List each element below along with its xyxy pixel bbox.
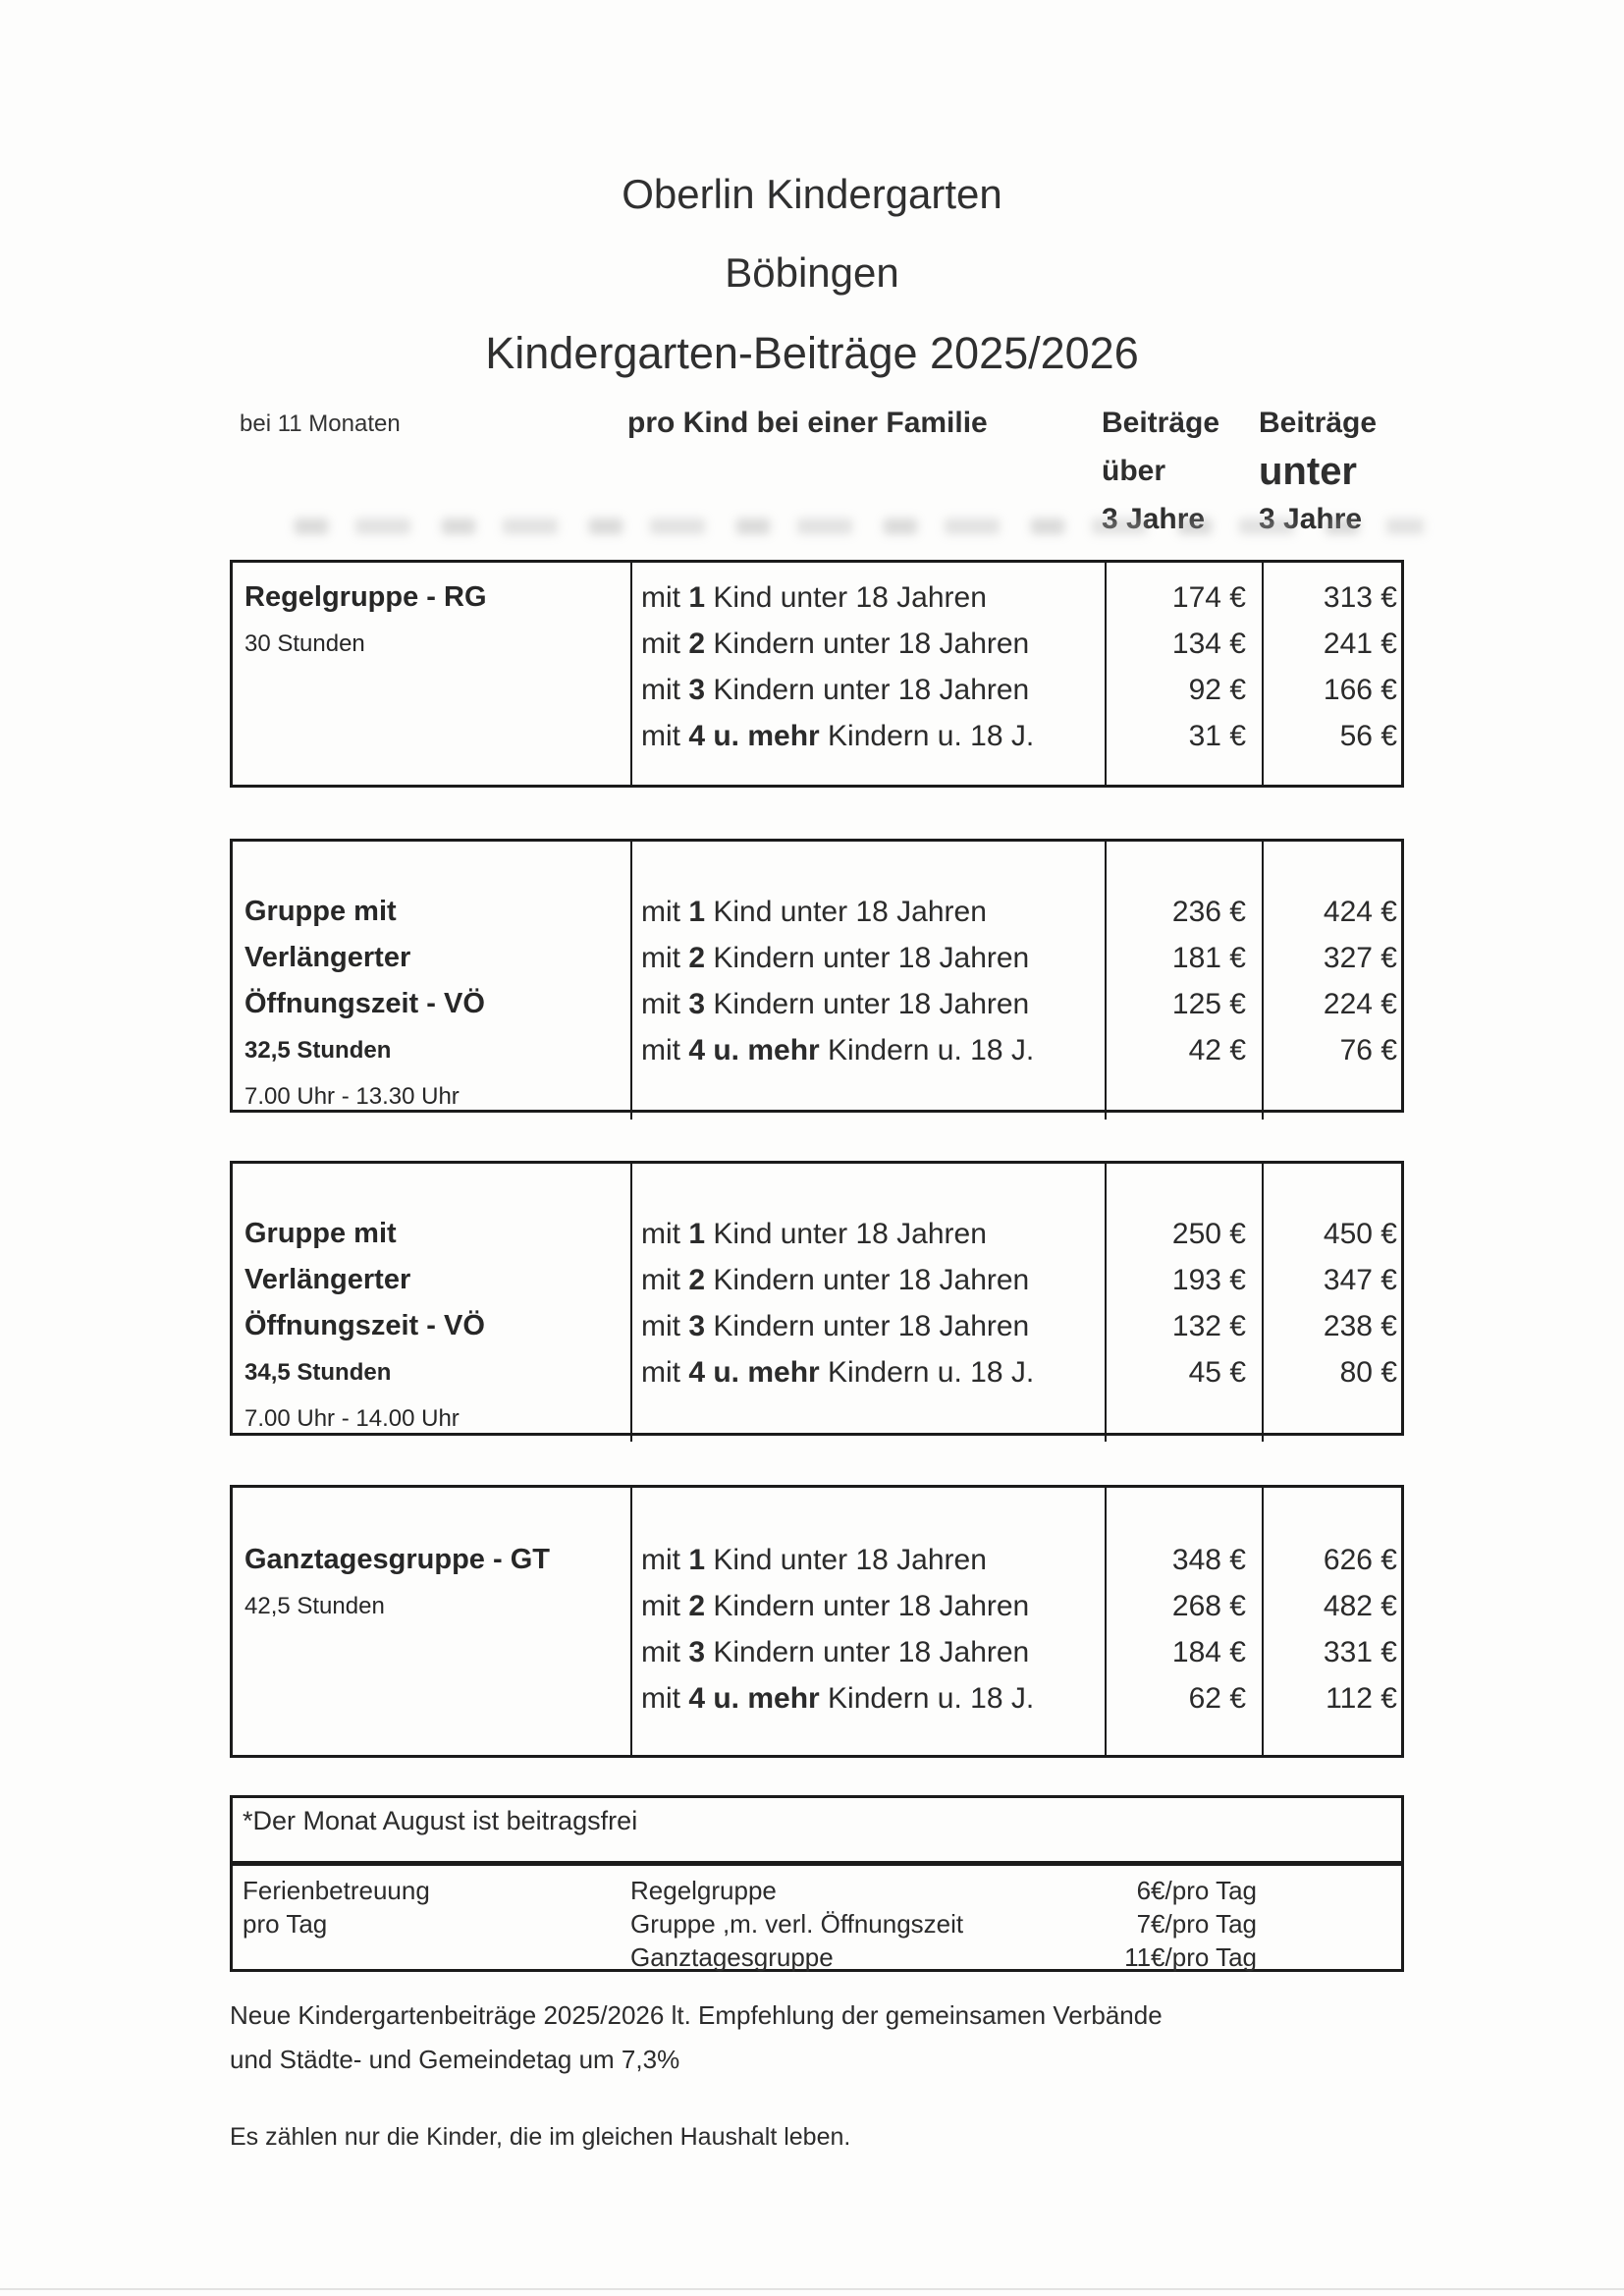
under-3-column bbox=[1262, 563, 1407, 785]
fee-under-3: 76 € bbox=[1339, 1034, 1397, 1066]
fee-under-3: 482 € bbox=[1323, 1590, 1397, 1622]
fee-table-2 bbox=[230, 1161, 1404, 1436]
recommendation-note bbox=[230, 1994, 1404, 2082]
fee-over-3: 348 € bbox=[1171, 1544, 1246, 1576]
fee-under-3: 238 € bbox=[1323, 1310, 1397, 1342]
household-note: Es zählen nur die Kinder, die im gleichen Haushalt leben. bbox=[230, 2123, 851, 2151]
group-line: 7.00 Uhr - 13.30 Uhr bbox=[244, 1083, 460, 1110]
holiday-care-box bbox=[230, 1864, 1404, 1972]
group-column bbox=[233, 842, 630, 1120]
fee-under-3: 56 € bbox=[1339, 720, 1397, 752]
group-line: Gruppe mit bbox=[244, 896, 397, 927]
fee-over-3: 193 € bbox=[1171, 1264, 1246, 1296]
fee-under-3: 424 € bbox=[1323, 896, 1397, 928]
group-line: Ganztagesgruppe - GT bbox=[244, 1544, 550, 1575]
group-line: Öffnungszeit - VÖ bbox=[244, 1310, 485, 1341]
holiday-care-row bbox=[233, 1874, 1401, 1907]
holiday-care-label: Gruppe ,m. verl. Öffnungszeit bbox=[630, 1909, 964, 1939]
fee-description: mit 1 Kind unter 18 Jahren bbox=[641, 581, 987, 614]
fee-over-3: 45 € bbox=[1188, 1356, 1246, 1389]
group-line: 30 Stunden bbox=[244, 630, 365, 657]
group-line: 32,5 Stunden bbox=[244, 1037, 392, 1064]
fee-over-3: 174 € bbox=[1171, 581, 1246, 614]
fee-over-3: 31 € bbox=[1188, 720, 1246, 752]
fee-under-3: 241 € bbox=[1323, 628, 1397, 660]
header-under-3: Beiträge unter 3 Jahre bbox=[1259, 407, 1378, 535]
group-line: 34,5 Stunden bbox=[244, 1359, 392, 1386]
fee-table-0 bbox=[230, 560, 1404, 788]
fee-description: mit 2 Kindern unter 18 Jahren bbox=[641, 942, 1030, 974]
description-column bbox=[630, 563, 1105, 785]
over-3-column bbox=[1105, 1164, 1262, 1442]
fee-description: mit 2 Kindern unter 18 Jahren bbox=[641, 1590, 1030, 1622]
fee-tables bbox=[230, 560, 1404, 1758]
fee-description: mit 2 Kindern unter 18 Jahren bbox=[641, 1264, 1030, 1296]
fee-table-1 bbox=[230, 839, 1404, 1113]
over-3-column bbox=[1105, 842, 1262, 1120]
scan-smudge-artifact bbox=[295, 519, 1424, 534]
scan-bottom-edge bbox=[0, 2288, 1624, 2290]
fee-under-3: 347 € bbox=[1323, 1264, 1397, 1296]
group-line: Gruppe mit bbox=[244, 1218, 397, 1249]
page-title-line-2: Böbingen bbox=[725, 249, 899, 296]
over-3-column bbox=[1105, 1488, 1262, 1755]
group-line: 42,5 Stunden bbox=[244, 1593, 385, 1619]
description-column bbox=[630, 1164, 1105, 1442]
group-column bbox=[233, 563, 630, 785]
fee-under-3: 313 € bbox=[1323, 581, 1397, 614]
holiday-care-row bbox=[233, 1941, 1401, 1974]
note-line-1: Neue Kindergartenbeiträge 2025/2026 lt. Empfehlung der gemeinsamen Verbände bbox=[230, 2000, 1163, 2030]
fee-description: mit 1 Kind unter 18 Jahren bbox=[641, 896, 987, 928]
group-line: 7.00 Uhr - 14.00 Uhr bbox=[244, 1405, 460, 1432]
fee-over-3: 42 € bbox=[1188, 1034, 1246, 1066]
group-line: Öffnungszeit - VÖ bbox=[244, 988, 485, 1019]
over-3-column bbox=[1105, 563, 1262, 785]
fee-under-3: 166 € bbox=[1323, 674, 1397, 706]
fee-description: mit 1 Kind unter 18 Jahren bbox=[641, 1218, 987, 1250]
group-line: Regelgruppe - RG bbox=[244, 581, 487, 613]
august-free-note: *Der Monat August ist beitragsfrei bbox=[243, 1806, 638, 1835]
holiday-care-row bbox=[233, 1907, 1401, 1941]
description-column bbox=[630, 1488, 1105, 1755]
document-title-block bbox=[0, 0, 1624, 395]
group-column bbox=[233, 1488, 630, 1755]
holiday-care-left: pro Tag bbox=[243, 1909, 328, 1939]
header-months: bei 11 Monaten bbox=[240, 410, 401, 437]
group-line: Verlängerter bbox=[244, 942, 411, 973]
note-line-2: und Städte- und Gemeindetag um 7,3% bbox=[230, 2045, 680, 2074]
holiday-care-value: 6€/pro Tag bbox=[1136, 1876, 1257, 1905]
fee-over-3: 62 € bbox=[1188, 1682, 1246, 1715]
holiday-care-label: Regelgruppe bbox=[630, 1876, 777, 1905]
fee-description: mit 4 u. mehr Kindern u. 18 J. bbox=[641, 720, 1035, 752]
fee-over-3: 125 € bbox=[1171, 988, 1246, 1020]
holiday-care-value: 7€/pro Tag bbox=[1136, 1909, 1257, 1939]
fee-over-3: 250 € bbox=[1171, 1218, 1246, 1250]
fee-description: mit 3 Kindern unter 18 Jahren bbox=[641, 1636, 1030, 1668]
group-column bbox=[233, 1164, 630, 1442]
fee-over-3: 134 € bbox=[1171, 628, 1246, 660]
holiday-care-left: Ferienbetreuung bbox=[243, 1876, 430, 1905]
under-3-column bbox=[1262, 842, 1407, 1120]
fee-description: mit 4 u. mehr Kindern u. 18 J. bbox=[641, 1682, 1035, 1715]
holiday-care-value: 11€/pro Tag bbox=[1124, 1942, 1257, 1972]
fee-under-3: 626 € bbox=[1323, 1544, 1397, 1576]
fee-under-3: 327 € bbox=[1323, 942, 1397, 974]
fee-description: mit 3 Kindern unter 18 Jahren bbox=[641, 1310, 1030, 1342]
fee-table-3 bbox=[230, 1485, 1404, 1758]
fee-over-3: 181 € bbox=[1171, 942, 1246, 974]
holiday-care-label: Ganztagesgruppe bbox=[630, 1942, 834, 1972]
holiday-care-left bbox=[233, 1941, 630, 1974]
fee-description: mit 3 Kindern unter 18 Jahren bbox=[641, 988, 1030, 1020]
description-column bbox=[630, 842, 1105, 1120]
august-free-box bbox=[230, 1795, 1404, 1864]
fee-description: mit 4 u. mehr Kindern u. 18 J. bbox=[641, 1034, 1035, 1066]
under-3-column bbox=[1262, 1164, 1407, 1442]
fee-description: mit 4 u. mehr Kindern u. 18 J. bbox=[641, 1356, 1035, 1389]
fee-under-3: 331 € bbox=[1323, 1636, 1397, 1668]
fee-over-3: 132 € bbox=[1171, 1310, 1246, 1342]
fee-description: mit 1 Kind unter 18 Jahren bbox=[641, 1544, 987, 1576]
fee-over-3: 236 € bbox=[1171, 896, 1246, 928]
fee-under-3: 450 € bbox=[1323, 1218, 1397, 1250]
fee-over-3: 92 € bbox=[1188, 674, 1246, 706]
page-title-line-3: Kindergarten-Beiträge 2025/2026 bbox=[485, 328, 1139, 378]
fee-over-3: 268 € bbox=[1171, 1590, 1246, 1622]
fee-under-3: 224 € bbox=[1323, 988, 1397, 1020]
fee-over-3: 184 € bbox=[1171, 1636, 1246, 1668]
fee-under-3: 112 € bbox=[1326, 1682, 1397, 1715]
page-title-line-1: Oberlin Kindergarten bbox=[622, 171, 1002, 217]
under-3-column bbox=[1262, 1488, 1407, 1755]
header-per-child: pro Kind bei einer Familie bbox=[627, 407, 988, 439]
group-line: Verlängerter bbox=[244, 1264, 411, 1295]
header-over-3: Beiträge über 3 Jahre bbox=[1102, 407, 1220, 535]
fee-under-3: 80 € bbox=[1339, 1356, 1397, 1389]
fee-description: mit 2 Kindern unter 18 Jahren bbox=[641, 628, 1030, 660]
fee-description: mit 3 Kindern unter 18 Jahren bbox=[641, 674, 1030, 706]
